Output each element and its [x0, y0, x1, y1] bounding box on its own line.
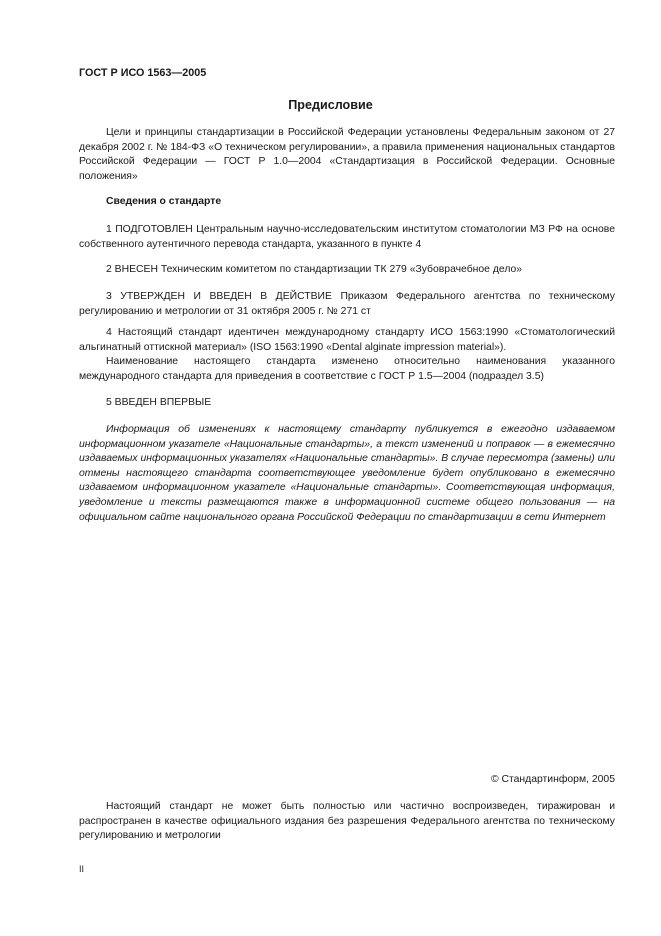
intro-section: [79, 126, 615, 184]
item-3-text: 3 УТВЕРЖДЕН И ВВЕДЕН В ДЕЙСТВИЕ Приказом Федерального агентства по техническому регулированию и метрологии от 31 октября 2005 г. № 271 ст: [79, 291, 615, 317]
footer-paragraph: Настоящий стандарт не может быть полностью или частично воспроизведен, тиражирован и распространен в качестве официального издания без разрешения Федерального агентства по техническому регулированию и метрологии: [79, 801, 615, 842]
item-4-note: Наименование настоящего стандарта изменено относительно наименования указанного международного стандарта для приведения в соответствие с ГОСТ Р 1.5—2004 (подраздел 3.5): [79, 356, 615, 382]
intro-paragraph: Цели и принципы стандартизации в Российской Федерации установлены Федеральным законом от 27 декабря 2002 г. № 184-ФЗ «О техническом регулировании», а правила применения национальных стандартов Российской Федерации — ГОСТ Р 1.0—2004 «Стандартизация в Российской Федерации. Основные положения»: [79, 127, 615, 182]
page-number: II: [79, 864, 85, 874]
document-header: ГОСТ Р ИСО 1563—2005: [79, 67, 207, 79]
item-1: [79, 223, 615, 252]
item-5: [79, 396, 615, 411]
item-1-text: 1 ПОДГОТОВЛЕН Центральным научно-исследовательским институтом стоматологии МЗ РФ на основе собственного аутентичного перевода стандарта, указанного в пункте 4: [79, 224, 615, 250]
standard-info-heading: Сведения о стандарте: [106, 196, 222, 207]
page-title: Предисловие: [288, 98, 373, 112]
footer-section: [79, 800, 615, 844]
item-2-text: 2 ВНЕСЕН Техническим комитетом по стандартизации ТК 279 «Зубоврачебное дело»: [106, 264, 523, 275]
notice-paragraph: Информация об изменениях к настоящему стандарту публикуется в ежегодно издаваемом информационном указателе «Национальные стандарты», а текст изменений и поправок — в ежемесячно издаваемых информационных указателях «Национальные стандарты». В случае пересмотра (замены) или отмены настоящего стандарта соответствующее уведомление будет опубликовано в ежемесячно издаваемом информационном указателе «Национальные стандарты». Соответствующая информация, уведомление и тексты размещаются также в информационной системе общего пользования — на официальном сайте национального органа Российской Федерации по стандартизации в сети Интернет: [79, 424, 615, 523]
item-4-text: 4 Настоящий стандарт идентичен международному стандарту ИСО 1563:1990 «Стоматологический альгинатный оттискной материал» (ISO 1563:1990 «Dental alginate impression material»).: [79, 327, 615, 353]
copyright-line: © Стандартинформ, 2005: [490, 774, 615, 785]
item-3: [79, 290, 615, 319]
notice-section: [79, 423, 615, 525]
item-5-text: 5 ВВЕДЕН ВПЕРВЫЕ: [106, 397, 212, 408]
item-2: [79, 263, 615, 278]
item-4: [79, 326, 615, 384]
